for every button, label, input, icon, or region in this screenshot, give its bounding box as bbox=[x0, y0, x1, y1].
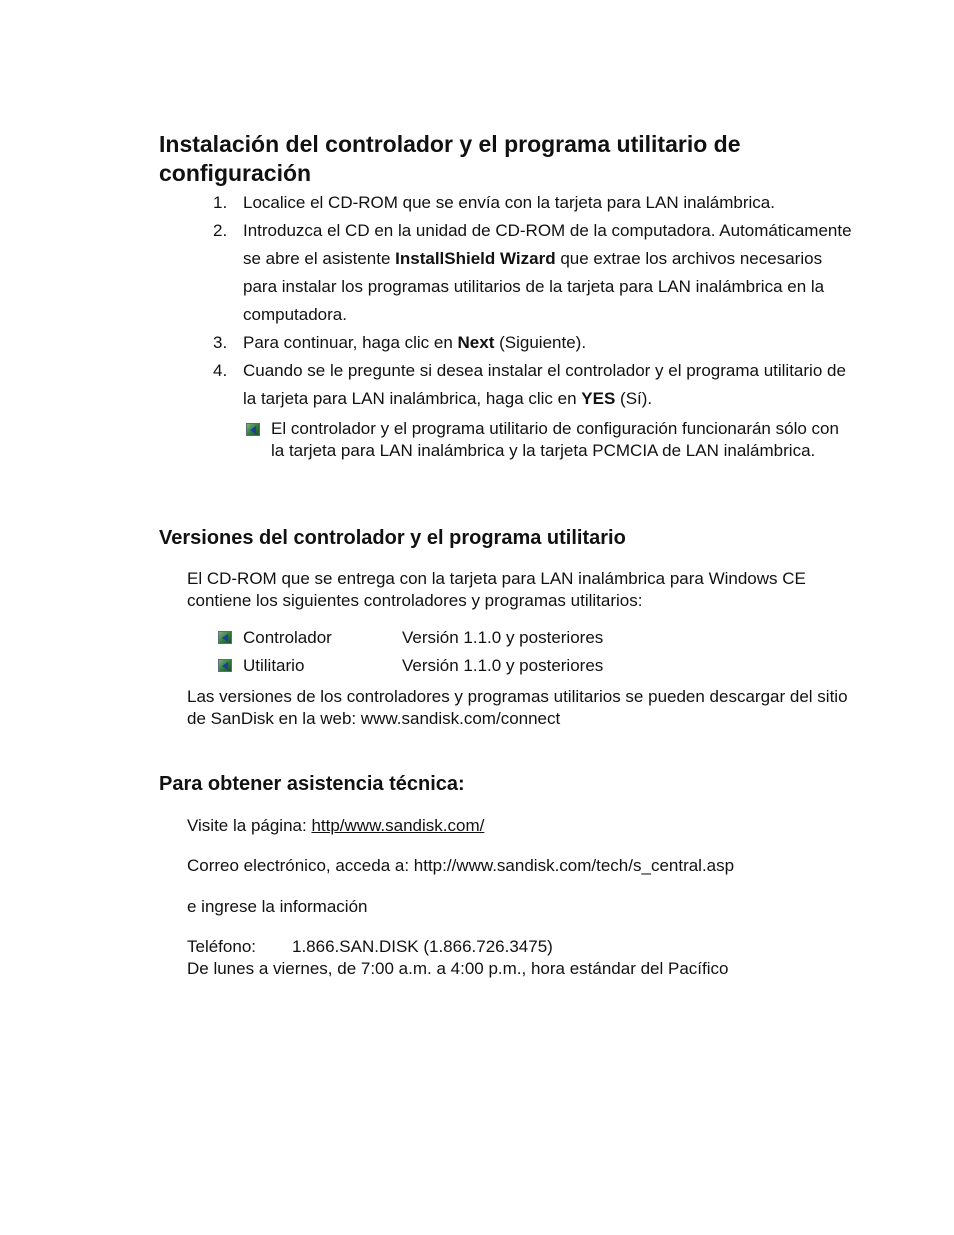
step-item bbox=[213, 357, 853, 413]
version-bullet-icon bbox=[218, 631, 232, 644]
component-name: Controlador bbox=[243, 628, 332, 647]
note-bullet-icon bbox=[246, 423, 260, 436]
step-text: Para continuar, haga clic en bbox=[243, 333, 458, 352]
support-hours-line: De lunes a viernes, de 7:00 a.m. a 4:00 p.m., hora estándar del Pacífico bbox=[187, 959, 729, 978]
step-item bbox=[213, 189, 853, 217]
phone-label: Teléfono: bbox=[187, 937, 256, 956]
support-email-line bbox=[187, 855, 857, 877]
step-number: 1. bbox=[213, 193, 228, 212]
sandisk-link[interactable]: http/www.sandisk.com/ bbox=[311, 816, 485, 835]
support-info-line: e ingrese la información bbox=[187, 897, 368, 916]
step-text: Cuando se le pregunte si desea instalar el controlador y el programa utilitario de la tarjeta para LAN inalámbrica, haga clic en bbox=[243, 361, 846, 408]
component-version: Versión 1.1.0 y posteriores bbox=[402, 628, 604, 647]
section-title-support: Para obtener asistencia técnica: bbox=[159, 773, 465, 795]
step-number: 2. bbox=[213, 221, 228, 240]
email-url[interactable]: http://www.sandisk.com/tech/s_central.asp bbox=[409, 856, 735, 875]
step-item bbox=[213, 217, 853, 329]
support-phone-line bbox=[187, 936, 857, 958]
note-text: El controlador y el programa utilitario de configuración funcionarán sólo con la tarjeta para LAN inalámbrica y la tarjeta PCMCIA de LAN inalámbrica. bbox=[271, 419, 839, 460]
note-block bbox=[246, 418, 856, 462]
installation-steps bbox=[213, 189, 853, 413]
visit-label: Visite la página: bbox=[187, 816, 312, 835]
step-number: 4. bbox=[213, 361, 228, 380]
versions-download-text: Las versiones de los controladores y programas utilitarios se pueden descargar del sitio de SanDisk en la web: www.sandisk.com/connect bbox=[187, 687, 848, 728]
step-text: Localice el CD-ROM que se envía con la tarjeta para LAN inalámbrica. bbox=[243, 193, 775, 212]
component-version: Versión 1.1.0 y posteriores bbox=[402, 656, 604, 675]
step-bold-text: YES bbox=[581, 389, 616, 408]
step-text: Introduzca el CD en la unidad de CD-ROM de la computadora. Automáticamente se abre el asistente bbox=[243, 221, 852, 268]
step-bold-text: Next bbox=[457, 333, 495, 352]
version-bullet-icon bbox=[218, 659, 232, 672]
versions-intro: El CD-ROM que se entrega con la tarjeta para LAN inalámbrica para Windows CE contiene los siguientes controladores y programas utilitarios: bbox=[187, 569, 806, 610]
phone-number: 1.866.SAN.DISK (1.866.726.3475) bbox=[292, 937, 553, 956]
step-bold-text: InstallShield Wizard bbox=[395, 249, 556, 268]
step-text: que extrae los archivos necesarios para instalar los programas utilitarios de la tarjeta para LAN inalámbrica en la computadora. bbox=[243, 249, 825, 324]
step-item bbox=[213, 329, 853, 357]
step-text: (Sí). bbox=[615, 389, 653, 408]
component-name: Utilitario bbox=[243, 656, 305, 675]
step-number: 3. bbox=[213, 333, 228, 352]
email-label: Correo electrónico, acceda a: bbox=[187, 856, 410, 875]
section-title-versions: Versiones del controlador y el programa utilitario bbox=[159, 527, 626, 549]
support-visit-line bbox=[187, 815, 857, 837]
step-text: (Siguiente). bbox=[494, 333, 587, 352]
section-title-installation: Instalación del controlador y el programa utilitario de configuración bbox=[159, 131, 741, 186]
